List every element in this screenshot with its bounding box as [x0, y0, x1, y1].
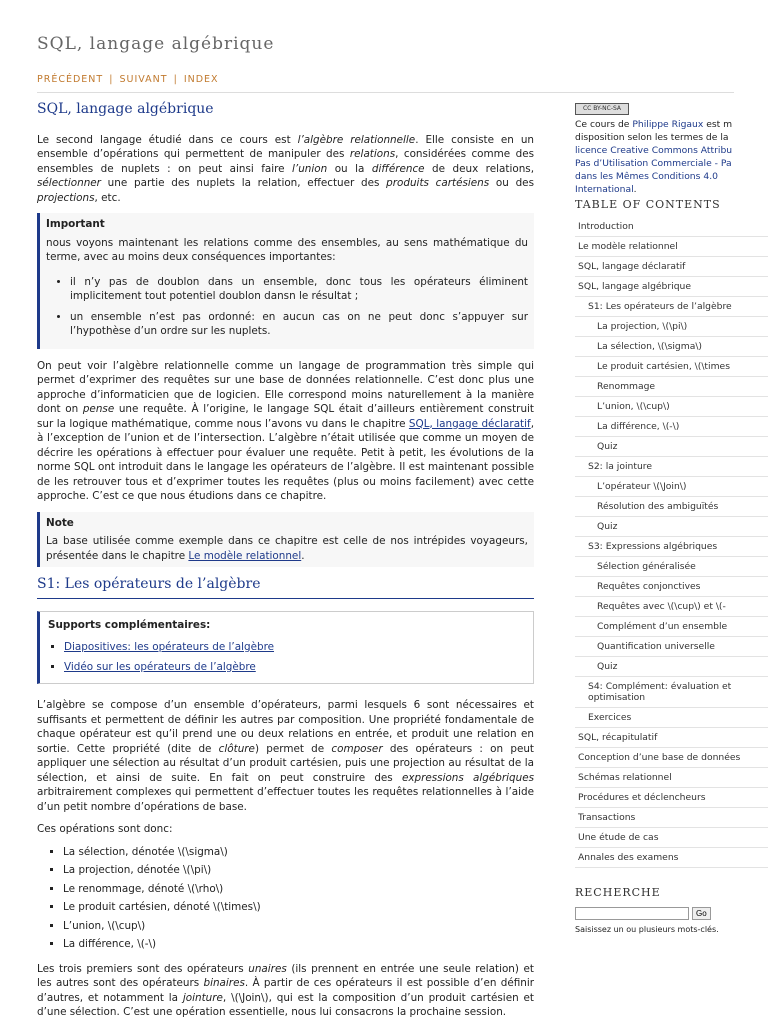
toc-item[interactable] — [575, 497, 768, 517]
toc-item[interactable] — [575, 728, 768, 748]
toc-link[interactable]: Procédures et déclencheurs — [578, 792, 706, 803]
toc-link[interactable]: Sélection généralisée — [597, 561, 696, 572]
toc-link[interactable]: L’opérateur \(\Join\) — [597, 481, 687, 492]
toc-link[interactable]: SQL, langage déclaratif — [578, 261, 686, 272]
emphasis: unaires — [248, 962, 287, 975]
toc-link[interactable]: Quiz — [597, 521, 618, 532]
operators-list — [37, 845, 534, 952]
text: (ils prennent en entrée une seule relation) et les autres sont des opérateurs — [37, 962, 534, 989]
toc-item[interactable] — [575, 317, 768, 337]
list-item: • il n’y pas de doublon dans un ensemble, donc tous les opérateurs éliminent implicitement tout potentiel doublon dansn le résultat ; — [70, 275, 528, 304]
emphasis: sélectionner — [37, 177, 101, 189]
toc-link[interactable]: Requêtes conjonctives — [597, 581, 701, 592]
sidebar — [575, 102, 768, 934]
toc-link[interactable]: SQL, récapitulatif — [578, 732, 658, 743]
toc-item[interactable] — [575, 477, 768, 497]
toc-item[interactable] — [575, 417, 768, 437]
toc-item[interactable] — [575, 217, 768, 237]
text: arbitrairement complexes qui permettent d’effectuer toutes les requêtes relationnelles à l’aide d’un petit nombre d’opérations de base. — [37, 786, 534, 813]
toc-item[interactable] — [575, 297, 768, 317]
toc-link[interactable]: Transactions — [578, 812, 636, 823]
toc-link[interactable]: Schémas relationnel — [578, 772, 672, 783]
toc-item[interactable] — [575, 748, 768, 768]
admonition-list — [46, 275, 528, 339]
toc-link[interactable]: Conception d’une base de données — [578, 752, 741, 763]
emphasis: l’union — [292, 162, 328, 175]
go-button[interactable]: Go — [692, 907, 711, 920]
list-item: ▪ Le produit cartésien, dénoté \(\times\) — [63, 900, 534, 915]
admonition-title: Important — [46, 218, 105, 230]
toc-link[interactable]: Quiz — [597, 441, 618, 452]
emphasis: projections — [37, 191, 95, 204]
toc-link[interactable]: Le modèle relationnel — [578, 241, 678, 252]
toc-item[interactable] — [575, 397, 768, 417]
toc-link[interactable]: Exercices — [588, 712, 632, 723]
text: ou la — [327, 162, 372, 175]
list-item: ▪ La sélection, dénotée \(\sigma\) — [63, 845, 534, 860]
text: Le second langage étudié dans ce cours est — [37, 133, 298, 146]
license-link[interactable]: licence Creative Commons Attribu — [575, 145, 733, 156]
intro-paragraph — [37, 133, 534, 206]
license-link[interactable]: dans les Mêmes Conditions 4.0 — [575, 171, 718, 182]
site-header — [37, 34, 737, 85]
license-link[interactable]: International — [575, 184, 634, 195]
emphasis: binaires — [203, 977, 245, 989]
toc-link[interactable]: Quiz — [597, 661, 618, 672]
ops-intro: Ces opérations sont donc: — [37, 823, 173, 835]
header-divider — [37, 92, 734, 93]
toc-link[interactable]: Annales des examens — [578, 852, 679, 863]
table-of-contents — [575, 217, 768, 868]
section-title: S1: Les opérateurs de l’algèbre — [37, 577, 534, 599]
emphasis: relations — [349, 148, 396, 160]
toc-link[interactable]: Résolution des ambiguïtés — [597, 501, 719, 512]
toc-link[interactable]: La différence, \(-\) — [597, 421, 680, 432]
text: des opérateurs : on peut appliquer une sélection au résultat d’un produit cartésien, puis une projection au résultat de la sélection, et ainsi de suite. En fait on peut construire des — [37, 742, 534, 784]
text: , \(\Join\), qui est la composition d’un produit cartésien et d’une sélection. C’est une opération essentielle, nous lui consacrons la prochaine session. — [37, 991, 534, 1018]
toc-link[interactable]: La projection, \(\pi\) — [597, 321, 688, 332]
list-item: ▪ La différence, \(-\) — [63, 937, 534, 952]
text: L’algèbre se compose d’un ensemble d’opérateurs, parmi lesquels 6 sont nécessaires et suffisants et permettent de définir les autres par composition. Une propriété fondamentale de chaque opérateur est qu’il prend une ou deux relations en entrée, et produit une relation en sortie. Cette propriété (dite de — [37, 699, 534, 755]
search-title: RECHERCHE — [575, 886, 661, 899]
toc-link[interactable]: Introduction — [578, 221, 634, 232]
supports-title: Supports complémentaires: — [48, 618, 211, 631]
emphasis: l’algèbre relationnelle — [297, 133, 416, 146]
toc-link[interactable]: S1: Les opérateurs de l’algèbre — [588, 301, 732, 312]
supports-list — [48, 640, 525, 674]
toc-item[interactable] — [575, 337, 768, 357]
toc-item[interactable] — [575, 357, 768, 377]
toc-link[interactable]: Complément d’un ensemble — [597, 621, 728, 632]
toc-item[interactable] — [575, 677, 768, 708]
text: ) permet de — [254, 742, 332, 755]
search-hint: Saisissez un ou plusieurs mots-clés. — [575, 925, 719, 934]
text: , etc. — [94, 191, 121, 204]
toc-link[interactable]: S4: Complément: évaluation et optimisation — [588, 681, 732, 703]
emphasis: pense — [82, 403, 115, 415]
chapter-link[interactable]: SQL, langage déclaratif — [408, 417, 531, 430]
text: La base utilisée comme exemple dans ce chapitre est celle de nos intrépides voyageurs, présentée dans le chapitre — [46, 535, 528, 562]
emphasis: différence — [371, 162, 425, 175]
toc-item[interactable] — [575, 657, 768, 677]
text: est m — [703, 119, 733, 130]
list-item: ▪ L’union, \(\cup\) — [63, 919, 534, 934]
text: , à l’exception de l’union et de l’intersection. L’algèbre n’était utilisée que comme un moyen de décrire les opérations à effectuer pour évaluer une requête. Petit à petit, les évolutions de la norme SQL ont introduit dans le langage les opérateurs de l’algèbre. Il est maintenant possible de les retrouver tous et d’exprimer toutes les requêtes (plus ou moins facilement) avec cette approche. C’est ce que nous étudions dans ce chapitre. — [37, 417, 534, 502]
text: une requête. À l’origine, le langage SQL était d’ailleurs entièrement construit sur la logique mathématique, comme nous l’avons vu dans le chapitre — [37, 403, 534, 430]
emphasis: composer — [331, 742, 383, 755]
list-item: ▪ La projection, dénotée \(\pi\) — [63, 863, 534, 878]
toc-item[interactable] — [575, 768, 768, 788]
text: de deux relations, — [424, 162, 534, 175]
text: . Elle consiste en un ensemble d’opérations qui permettent de manipuler des — [37, 133, 534, 160]
emphasis: clôture — [218, 742, 255, 755]
toc-link[interactable]: Renommage — [597, 381, 656, 392]
paragraph — [37, 962, 534, 1020]
previous-link[interactable]: PRÉCÉDENT — [37, 74, 104, 85]
toc-link[interactable]: L’union, \(\cup\) — [597, 401, 670, 412]
text: Les trois premiers sont des opérateurs — [37, 962, 249, 975]
text: . — [633, 184, 637, 195]
author-link[interactable]: Philippe Rigaux — [632, 119, 704, 130]
toc-item[interactable] — [575, 537, 768, 557]
toc-link[interactable]: La sélection, \(\sigma\) — [597, 341, 703, 352]
slides-link[interactable]: Diapositives: les opérateurs de l’algèbre — [64, 641, 275, 653]
toc-link[interactable]: Quantification universelle — [597, 641, 715, 652]
toc-title: TABLE OF CONTENTS — [575, 198, 721, 211]
toc-item[interactable] — [575, 557, 768, 577]
text: ou des — [489, 177, 534, 189]
toc-item[interactable] — [575, 517, 768, 537]
nav-separator: | — [109, 74, 114, 85]
list-item: • un ensemble n’est pas ordonné: en aucun cas on ne peut donc s’appuyer sur l’hypothèse d’un ordre sur les nuplets. — [70, 310, 528, 339]
text: , considérées comme des ensembles de nuplets : on peut ainsi faire — [37, 148, 535, 175]
text: . — [301, 549, 305, 562]
license-block — [575, 102, 768, 196]
toc-item[interactable] — [575, 457, 768, 477]
supports-box — [37, 611, 534, 685]
emphasis: produits cartésiens — [386, 177, 490, 189]
page-title: SQL, langage algébrique — [37, 101, 214, 117]
toc-item[interactable] — [575, 277, 768, 297]
list-item — [64, 640, 525, 655]
paragraph — [37, 359, 534, 504]
search-input[interactable] — [575, 907, 689, 920]
license-text — [575, 118, 768, 196]
next-link[interactable]: SUIVANT — [119, 74, 168, 85]
toc-item[interactable] — [575, 808, 768, 828]
toc-item[interactable] — [575, 828, 768, 848]
toc-item[interactable] — [575, 577, 768, 597]
toc-link[interactable]: Requêtes avec \(\cup\) et \(- — [597, 601, 726, 612]
site-title: SQL, langage algébrique — [37, 34, 275, 54]
search-form — [575, 907, 768, 920]
chapter-link[interactable]: Le modèle relationnel — [188, 549, 302, 562]
index-link[interactable]: INDEX — [183, 74, 219, 85]
toc-link[interactable]: Le produit cartésien, \(\times — [597, 361, 730, 372]
list-item: ▪ Le renommage, dénoté \(\rho\) — [63, 882, 534, 897]
top-navigation — [37, 74, 737, 85]
emphasis: jointure — [182, 991, 223, 1004]
paragraph — [37, 698, 534, 814]
license-link[interactable]: Pas d’Utilisation Commerciale - Pa — [575, 158, 732, 169]
note-admonition — [37, 512, 534, 568]
toc-item[interactable] — [575, 377, 768, 397]
nav-separator: | — [173, 74, 178, 85]
list-item — [64, 660, 525, 675]
toc-item[interactable] — [575, 637, 768, 657]
text: On peut voir l’algèbre relationnelle comme un langage de programmation très simple qui permet d’exprimer des requêtes sur une base de données relationnelle. C’est donc plus une approche d’informaticien que de logicien. Elle correspond moins naturellement à la manière dont on — [37, 359, 534, 415]
toc-link[interactable]: Une étude de cas — [578, 832, 659, 843]
admonition-title: Note — [46, 516, 74, 529]
toc-item[interactable] — [575, 848, 768, 868]
toc-link[interactable]: S2: la jointure — [588, 461, 652, 472]
toc-item[interactable] — [575, 597, 768, 617]
toc-link[interactable]: S3: Expressions algébriques — [588, 541, 718, 552]
admonition-text — [46, 534, 528, 563]
text: Ce cours de — [575, 119, 633, 130]
toc-item[interactable] — [575, 237, 768, 257]
toc-item[interactable] — [575, 617, 768, 637]
video-link[interactable]: Vidéo sur les opérateurs de l’algèbre — [64, 660, 256, 673]
toc-link[interactable]: SQL, langage algébrique — [578, 281, 692, 292]
text: disposition selon les termes de la — [575, 132, 729, 143]
admonition-text: nous voyons maintenant les relations comme des ensembles, au sens mathématique du terme, avec au moins deux conséquences importantes: — [46, 236, 528, 263]
toc-item[interactable] — [575, 437, 768, 457]
main-content — [37, 102, 534, 1028]
text: une partie des nuplets la relation, effectuer des — [100, 177, 387, 189]
cc-license-badge[interactable]: CC BY-NC-SA — [575, 103, 629, 115]
emphasis: expressions algébriques — [401, 771, 534, 784]
toc-item[interactable] — [575, 708, 768, 728]
text: . À partir de ces opérateurs il est possible d’en définir d’autres, et notamment la — [37, 977, 534, 1004]
important-admonition — [37, 213, 534, 349]
toc-item[interactable] — [575, 788, 768, 808]
toc-item[interactable] — [575, 257, 768, 277]
